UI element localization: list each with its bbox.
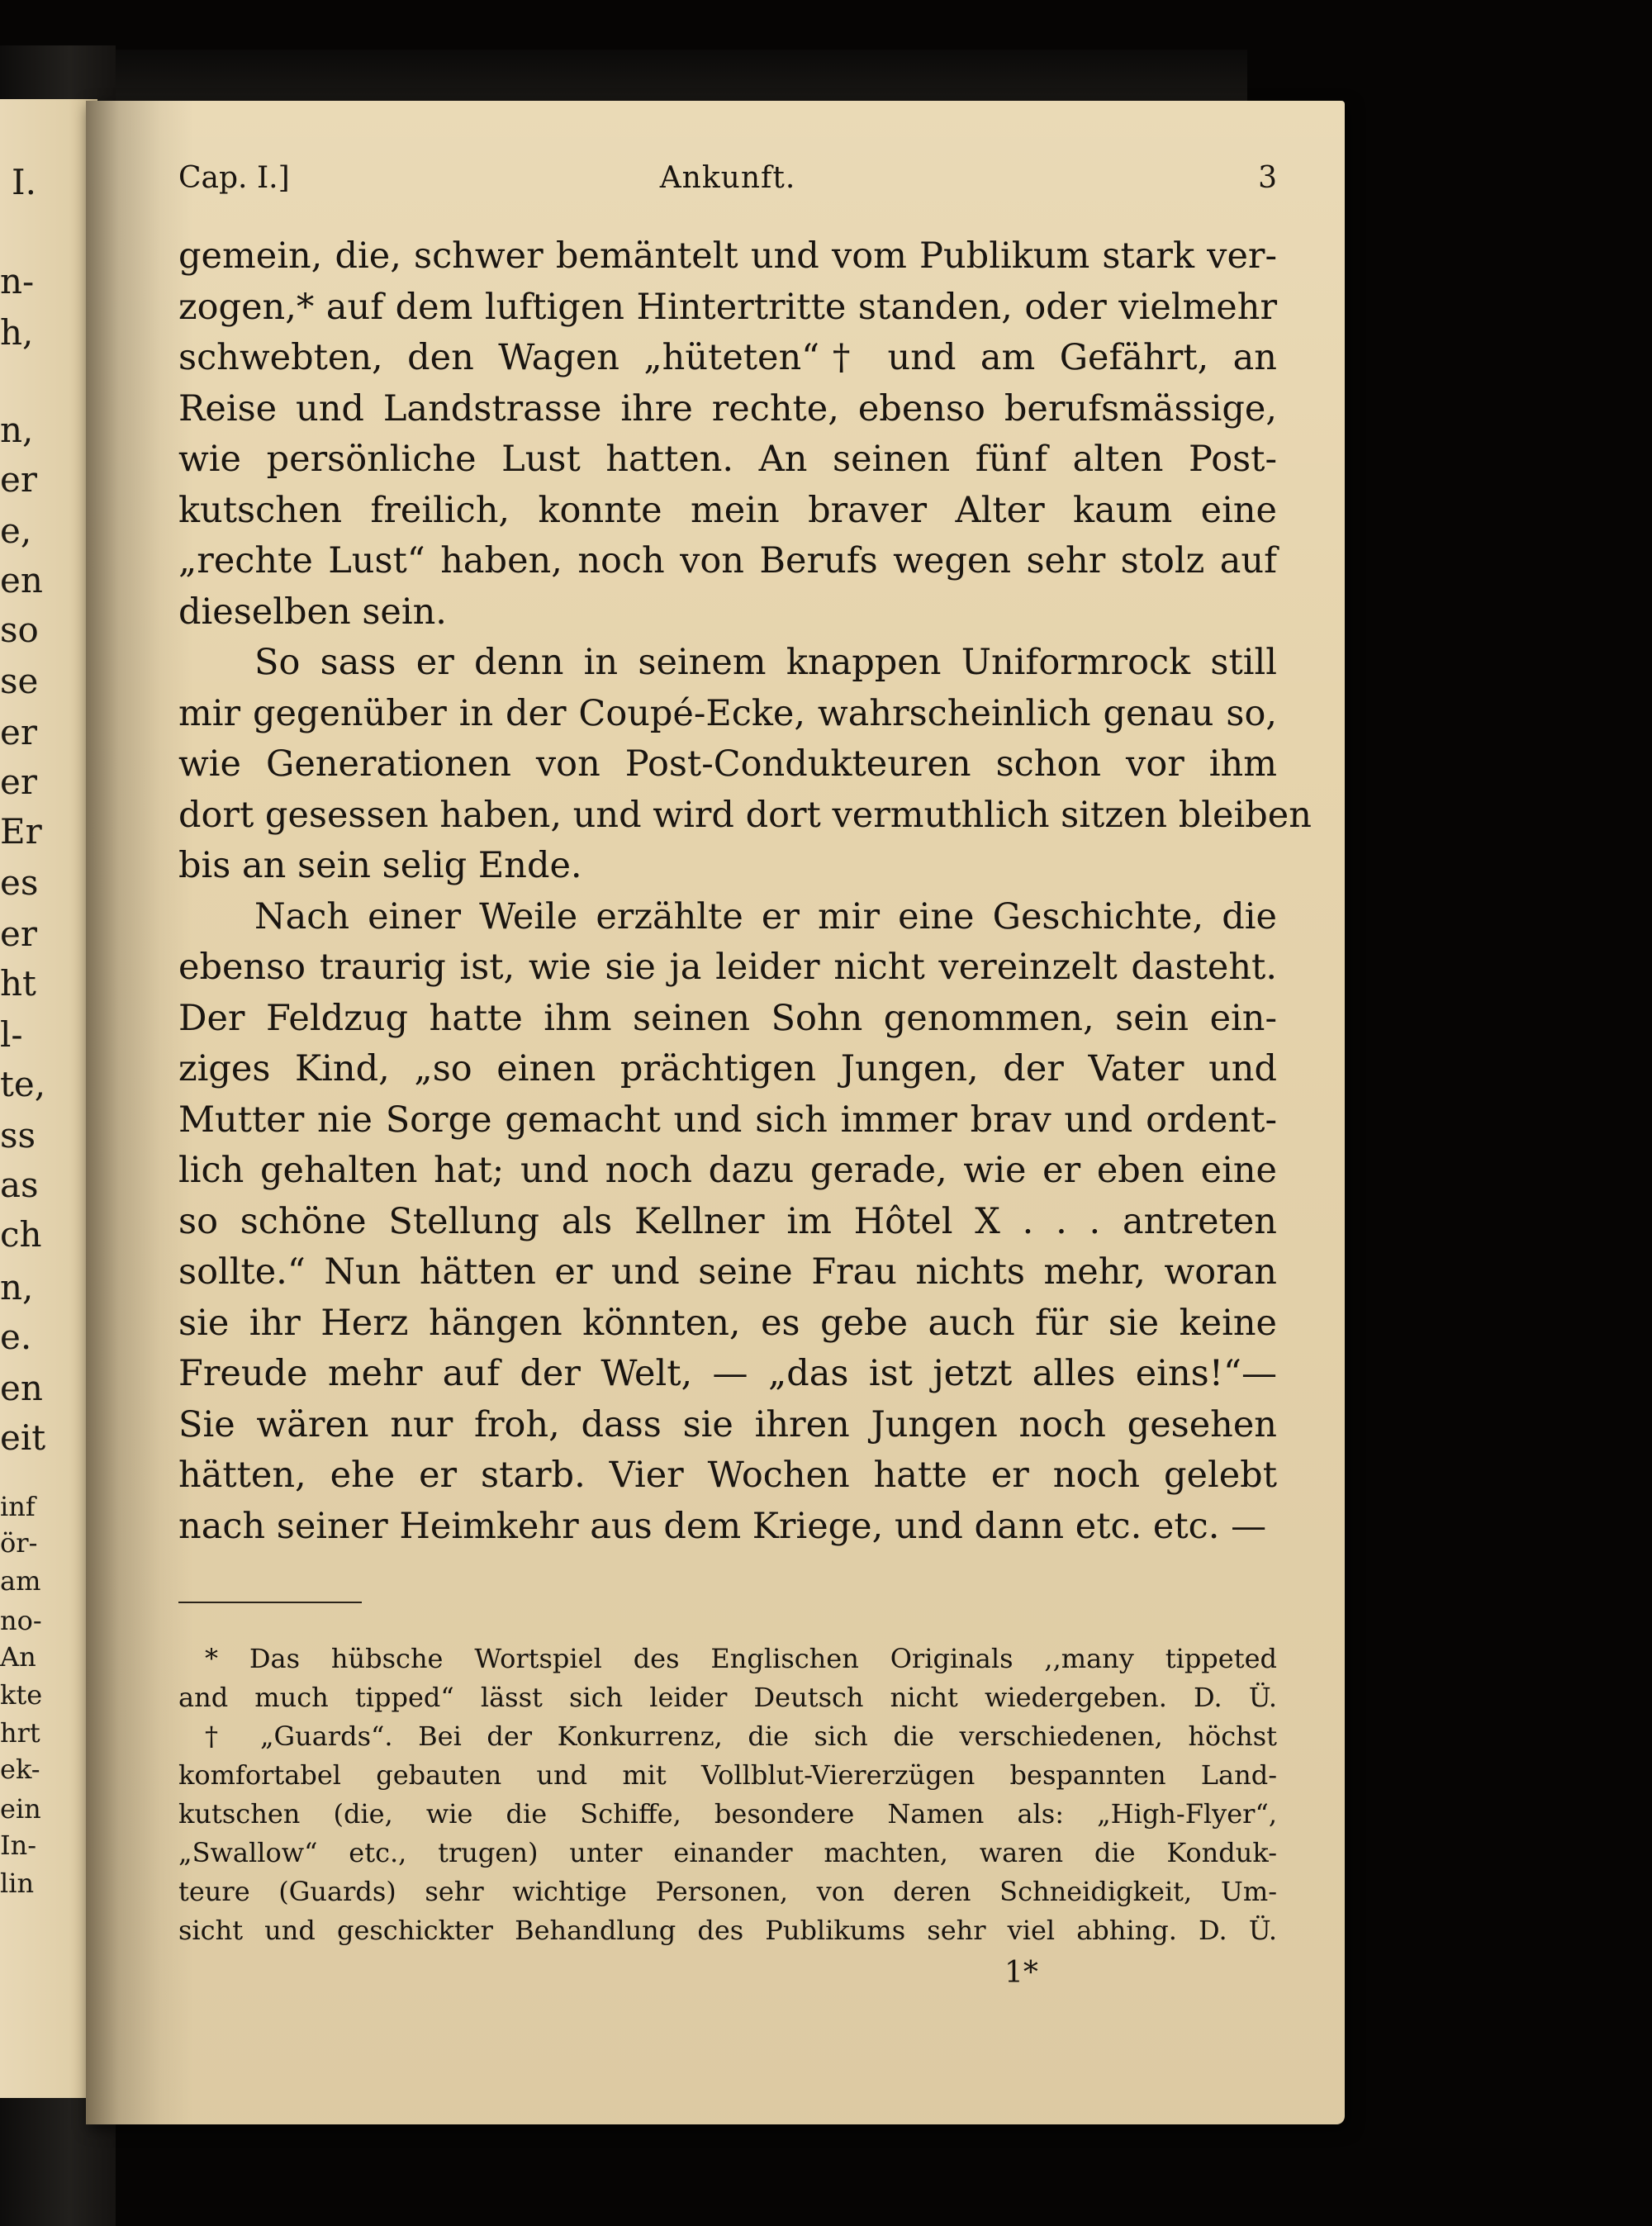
running-head xyxy=(178,160,1277,197)
text-line: wie persönliche Lust hatten. An seinen fünf alten Post- xyxy=(178,439,1277,480)
text-line: lich gehalten hat; und noch dazu gerade, wie er eben eine xyxy=(178,1150,1277,1191)
book-page xyxy=(86,101,1345,2124)
text-line: kutschen freilich, konnte mein braver Alter kaum eine xyxy=(178,489,1277,531)
footnote-line: † „Guards“. Bei der Konkurrenz, die sich die verschiedenen, höchst xyxy=(205,1721,1277,1752)
footnote-line: kutschen (die, wie die Schiffe, besondere Namen als: „High-Flyer“, xyxy=(178,1798,1277,1830)
text-line: sollte.“ Nun hätten er und seine Frau nichts mehr, woran xyxy=(178,1251,1277,1293)
text-line: „rechte Lust“ haben, noch von Berufs wegen sehr stolz auf xyxy=(178,540,1277,581)
left-page-fragment: se xyxy=(0,661,39,701)
left-page-fragment: n- xyxy=(0,261,35,301)
left-page-fragment: te, xyxy=(0,1064,46,1104)
footnote-line: and much tipped“ lässt sich leider Deutsch nicht wiedergeben. D. Ü. xyxy=(178,1682,1277,1713)
text-line: bis an sein selig Ende. xyxy=(178,845,582,886)
left-page-fragment: en xyxy=(0,1368,43,1408)
body-text xyxy=(178,231,1312,1552)
text-line: Freude mehr auf der Welt, — „das ist jetzt alles eins!“— xyxy=(178,1353,1277,1394)
text-line: ziges Kind, „so einen prächtigen Jungen, der Vater und xyxy=(178,1048,1277,1089)
left-page-fragment: ör- xyxy=(0,1527,38,1559)
left-page-fragment: h, xyxy=(0,312,34,353)
left-page-fragment: ht xyxy=(0,963,36,1004)
left-page-fragment: Er xyxy=(0,811,42,852)
page-content xyxy=(178,160,1312,1990)
chapter-label: Cap. I.] xyxy=(178,161,290,195)
left-page-fragment: I. xyxy=(12,162,36,202)
signature-mark: 1* xyxy=(1004,1956,1038,1990)
text-line: Sie wären nur froh, dass sie ihren Jungen noch gesehen xyxy=(178,1403,1277,1445)
text-line: mir gegenüber in der Coupé-Ecke, wahrscheinlich genau so, xyxy=(178,692,1277,734)
left-page-fragment: ein xyxy=(0,1793,41,1825)
page-number: 3 xyxy=(1258,161,1277,195)
text-line: nach seiner Heimkehr aus dem Kriege, und dann etc. etc. — xyxy=(178,1505,1267,1547)
left-page-fragment: eit xyxy=(0,1417,46,1458)
footnote xyxy=(178,1640,1277,1717)
footnote-line: komfortabel gebauten und mit Vollblut-Viererzügen bespannten Land- xyxy=(178,1759,1277,1791)
left-page-fragment: no- xyxy=(0,1605,42,1636)
left-page-fragment: en xyxy=(0,560,43,600)
left-page-fragment: er xyxy=(0,762,37,802)
text-line: Der Feldzug hatte ihm seinen Sohn genommen, sein ein- xyxy=(178,997,1277,1039)
left-page-fragment: An xyxy=(0,1641,36,1673)
text-line: So sass er denn in seinem knappen Uniformrock still xyxy=(254,642,1277,683)
left-page-fragment: In- xyxy=(0,1830,37,1861)
left-page-fragment: er xyxy=(0,459,37,500)
left-page-fragment: lin xyxy=(0,1868,35,1899)
running-title: Ankunft. xyxy=(659,161,796,195)
left-page-fragment: e, xyxy=(0,510,32,551)
left-page-fragment: kte xyxy=(0,1679,43,1711)
text-line: sie ihr Herz hängen könnten, es gebe auch für sie keine xyxy=(178,1302,1277,1344)
footnote-line: „Swallow“ etc., trugen) unter einander machten, waren die Konduk- xyxy=(178,1837,1277,1868)
text-line: hätten, ehe er starb. Vier Wochen hatte er noch gelebt xyxy=(178,1455,1277,1496)
text-line: ebenso traurig ist, wie sie ja leider nicht vereinzelt dasteht. xyxy=(178,947,1277,988)
text-line: dort gesessen haben, und wird dort vermuthlich sitzen bleiben xyxy=(178,794,1312,836)
footnotes xyxy=(178,1640,1277,1950)
text-line: so schöne Stellung als Kellner im Hôtel X . . . antreten xyxy=(178,1200,1277,1242)
footnote-line: * Das hübsche Wortspiel des Englischen Originals ,,many tippeted xyxy=(205,1643,1277,1674)
text-line: zogen,* auf dem luftigen Hintertritte standen, oder vielmehr xyxy=(178,286,1277,328)
left-page-fragment: n, xyxy=(0,410,34,450)
text-line: dieselben sein. xyxy=(178,591,447,633)
left-page-fragment: as xyxy=(0,1165,39,1205)
left-page-fragment: er xyxy=(0,914,37,954)
text-line: wie Generationen von Post-Condukteuren schon vor ihm xyxy=(178,743,1277,785)
left-page xyxy=(0,99,97,2098)
left-page-fragment: ch xyxy=(0,1214,42,1255)
left-page-fragment: ss xyxy=(0,1115,36,1156)
text-line: schwebten, den Wagen „hüteten“† und am Gefährt, an xyxy=(178,337,1277,378)
left-page-fragment: inf xyxy=(0,1491,36,1522)
footnote-line: teure (Guards) sehr wichtige Personen, von deren Schneidigkeit, Um- xyxy=(178,1876,1277,1907)
left-page-fragment: e. xyxy=(0,1317,32,1357)
paragraph xyxy=(178,892,1277,1553)
left-page-fragment: am xyxy=(0,1565,41,1597)
left-page-fragment: ek- xyxy=(0,1754,40,1785)
paragraph xyxy=(178,231,1277,638)
left-page-fragment: so xyxy=(0,610,39,650)
text-line: Reise und Landstrasse ihre rechte, ebenso berufsmässige, xyxy=(178,387,1277,430)
left-page-fragment: es xyxy=(0,862,39,903)
paragraph xyxy=(178,638,1312,892)
left-page-fragment: l- xyxy=(0,1014,23,1055)
left-page-fragment: er xyxy=(0,712,37,752)
footnote-rule xyxy=(178,1602,362,1603)
left-page-fragment: n, xyxy=(0,1267,34,1308)
left-page-fragment: hrt xyxy=(0,1717,40,1749)
footnote xyxy=(178,1717,1277,1950)
text-line: gemein, die, schwer bemäntelt und vom Publikum stark ver- xyxy=(178,235,1277,277)
footnote-line: sicht und geschickter Behandlung des Publikums sehr viel abhing. D. Ü. xyxy=(178,1915,1277,1946)
text-line: Mutter nie Sorge gemacht und sich immer brav und ordent- xyxy=(178,1099,1277,1141)
text-line: Nach einer Weile erzählte er mir eine Geschichte, die xyxy=(254,895,1277,937)
